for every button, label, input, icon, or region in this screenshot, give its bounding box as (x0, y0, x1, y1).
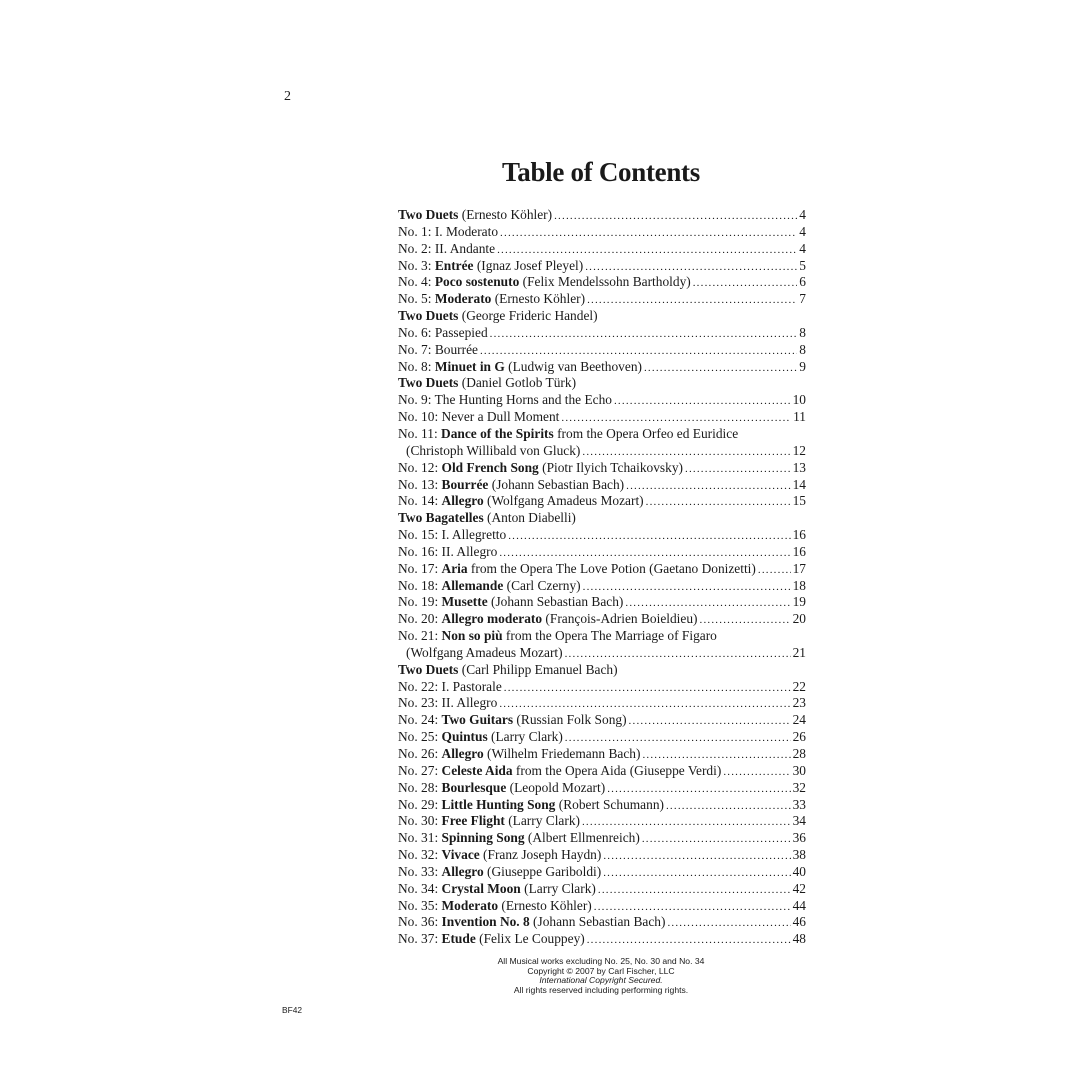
toc-entry-prefix: No. 22: I. Pastorale (398, 678, 502, 694)
toc-entry-title (398, 274, 691, 291)
toc-entry-title (398, 729, 563, 746)
toc-entry (398, 864, 806, 881)
toc-entry-prefix: No. 32: (398, 847, 442, 863)
toc-page-number: 38 (792, 847, 806, 863)
toc-entry (398, 224, 806, 241)
toc-entry-prefix: No. 30: (398, 813, 442, 829)
toc-entry-title (398, 578, 581, 595)
toc-leader-dots (642, 747, 790, 764)
toc-entry-title (398, 359, 642, 376)
toc-page-number: 14 (792, 476, 806, 492)
page-number: 2 (284, 89, 291, 104)
toc-entry-detail: (Leopold Mozart) (506, 779, 606, 795)
toc-entry-detail: from the Opera Aida (Giuseppe Verdi) (512, 762, 722, 778)
toc-entry (398, 308, 806, 325)
toc-entry-prefix: No. 6: Passepied (398, 324, 488, 340)
toc-leader-dots (646, 494, 791, 511)
toc-entry-detail: (Albert Ellmenreich) (524, 830, 640, 846)
toc-entry (398, 931, 806, 948)
toc-entry-prefix: No. 29: (398, 796, 442, 812)
toc-entry (398, 645, 806, 662)
copyright-line: All rights reserved including performing rights. (513, 984, 689, 995)
toc-entry-prefix: No. 16: II. Allegro (398, 543, 498, 559)
toc-page-number: 4 (799, 207, 806, 222)
toc-leader-dots (700, 612, 791, 629)
toc-entry-detail: (Franz Joseph Haydn) (479, 847, 602, 863)
toc-entry-bold-title: Spinning Song (441, 830, 525, 846)
toc-leader-dots (583, 579, 791, 596)
toc-entry-bold-title: Two Duets (398, 375, 459, 391)
toc-entry-prefix: No. 36: (398, 914, 442, 930)
table-of-contents (398, 207, 806, 948)
toc-page-number: 5 (799, 257, 806, 273)
toc-entry-title (398, 830, 640, 847)
toc-entry-prefix: No. 2: II. Andante (398, 240, 496, 256)
toc-entry-title (398, 864, 601, 881)
toc-entry-bold-title: Bourlesque (441, 779, 507, 795)
toc-leader-dots (497, 242, 797, 259)
toc-entry-bold-title: Two Duets (398, 308, 459, 324)
toc-page-number: 40 (792, 863, 806, 879)
toc-leader-dots (594, 899, 791, 916)
toc-entry (398, 679, 806, 696)
toc-entry-title (398, 291, 585, 308)
toc-entry-prefix: No. 7: Bourrée (398, 341, 478, 357)
toc-entry (398, 359, 806, 376)
toc-entry (398, 847, 806, 864)
toc-entry (398, 780, 806, 797)
toc-entry-prefix: No. 35: (398, 897, 442, 913)
toc-entry-bold-title: Two Bagatelles (398, 510, 484, 526)
toc-entry-bold-title: Moderato (434, 291, 492, 307)
toc-entry-title (398, 662, 618, 679)
toc-entry-bold-title: Minuet in G (434, 358, 505, 374)
toc-entry-prefix: (Wolfgang Amadeus Mozart) (406, 644, 563, 660)
toc-entry (398, 898, 806, 915)
toc-page-number: 30 (792, 762, 806, 778)
toc-entry (398, 274, 806, 291)
toc-entry-prefix: No. 21: (398, 628, 442, 644)
toc-leader-dots (499, 545, 790, 562)
toc-page-number: 16 (792, 543, 806, 559)
toc-entry-bold-title: Two Guitars (441, 712, 514, 728)
toc-entry (398, 426, 806, 443)
toc-entry-title (398, 325, 488, 342)
toc-page-number: 19 (792, 594, 806, 610)
toc-entry (398, 695, 806, 712)
toc-page-number: 8 (799, 341, 806, 357)
toc-entry-title (398, 510, 576, 527)
toc-leader-dots (723, 764, 790, 781)
toc-entry (398, 527, 806, 544)
toc-entry-detail: (George Frideric Handel) (458, 308, 598, 324)
toc-entry-bold-title: Poco sostenuto (434, 274, 520, 290)
toc-entry-detail: (Johann Sebastian Bach) (529, 914, 666, 930)
toc-page-number: 23 (792, 695, 806, 711)
toc-entry (398, 746, 806, 763)
toc-entry-detail: (Anton Diabelli) (483, 510, 576, 526)
toc-entry-detail: (Felix Le Couppey) (475, 931, 585, 947)
toc-entry-title (398, 392, 612, 409)
toc-entry (398, 493, 806, 510)
toc-entry (398, 392, 806, 409)
toc-entry (398, 628, 806, 645)
toc-entry-prefix: No. 34: (398, 880, 442, 896)
toc-entry-prefix: No. 31: (398, 830, 442, 846)
toc-entry (398, 443, 806, 460)
toc-entry-title (398, 258, 583, 275)
toc-entry (398, 763, 806, 780)
toc-entry-prefix: No. 37: (398, 931, 442, 947)
toc-leader-dots (508, 528, 790, 545)
toc-entry-title (398, 460, 683, 477)
toc-leader-dots (587, 292, 797, 309)
page-title: Table of Contents (502, 157, 700, 187)
toc-page-number: 4 (799, 240, 806, 256)
toc-entry-title (398, 763, 721, 780)
toc-leader-dots (603, 848, 790, 865)
toc-page-number: 10 (792, 392, 806, 408)
toc-page-number: 11 (793, 409, 806, 425)
toc-entry-detail: (Ernesto Köhler) (458, 207, 553, 222)
toc-leader-dots (582, 444, 790, 461)
toc-entry-detail: (Carl Czerny) (503, 577, 581, 593)
toc-entry-detail: (Wolfgang Amadeus Mozart) (483, 493, 644, 509)
catalog-number: BF42 (282, 1005, 303, 1015)
toc-entry-detail: (Piotr Ilyich Tchaikovsky) (538, 459, 683, 475)
toc-page-number: 15 (792, 493, 806, 509)
toc-entry (398, 258, 806, 275)
toc-entry-detail: (Wilhelm Friedemann Bach) (483, 746, 641, 761)
toc-entry (398, 510, 806, 527)
copyright-notice (0, 957, 1084, 995)
toc-entry-detail: (Carl Philipp Emanuel Bach) (458, 661, 618, 677)
toc-leader-dots (629, 713, 791, 730)
toc-entry-title (398, 679, 502, 696)
toc-entry-title (398, 375, 576, 392)
toc-entry (398, 325, 806, 342)
toc-page-number: 26 (792, 729, 806, 745)
toc-entry (398, 729, 806, 746)
toc-leader-dots (642, 831, 791, 848)
toc-entry-prefix: No. 17: (398, 560, 442, 576)
toc-entry-prefix: No. 24: (398, 712, 442, 728)
toc-entry-prefix: No. 4: (398, 274, 435, 290)
toc-leader-dots (685, 461, 791, 478)
toc-page-number: 16 (792, 527, 806, 543)
toc-entry (398, 291, 806, 308)
toc-leader-dots (626, 478, 790, 495)
toc-entry-detail: (Felix Mendelssohn Bartholdy) (519, 274, 691, 290)
toc-entry-bold-title: Non so più (441, 628, 503, 644)
toc-page-number: 34 (792, 813, 806, 829)
toc-entry-title (398, 695, 497, 712)
toc-entry (398, 207, 806, 224)
toc-leader-dots (585, 259, 797, 276)
toc-leader-dots (582, 814, 791, 831)
toc-entry-title (398, 898, 592, 915)
toc-entry-bold-title: Vivace (441, 847, 480, 863)
toc-entry-bold-title: Crystal Moon (441, 880, 521, 896)
toc-page-number: 21 (792, 644, 806, 660)
toc-entry-bold-title: Allegro (441, 863, 484, 879)
toc-page-number: 8 (799, 324, 806, 340)
toc-page-number: 18 (792, 577, 806, 593)
toc-page-number: 24 (792, 712, 806, 728)
toc-entry-bold-title: Musette (441, 594, 488, 610)
toc-entry-bold-title: Two Duets (398, 661, 459, 677)
toc-page-number: 12 (792, 442, 806, 458)
toc-entry-bold-title: Free Flight (441, 813, 505, 829)
toc-entry-prefix: No. 19: (398, 594, 442, 610)
copyright-line: All Musical works excluding No. 25, No. 30 and No. 34 (497, 956, 705, 966)
toc-leader-dots (666, 798, 791, 815)
toc-entry-prefix: No. 26: (398, 746, 442, 761)
toc-page-number: 28 (792, 746, 806, 761)
toc-entry-detail: (François-Adrien Boieldieu) (542, 611, 698, 627)
toc-page-number: 7 (799, 291, 806, 307)
toc-entry-bold-title: Little Hunting Song (441, 796, 556, 812)
toc-page-number: 48 (792, 931, 806, 947)
toc-entry (398, 594, 806, 611)
toc-entry-detail: (Russian Folk Song) (513, 712, 627, 728)
toc-entry-detail: (Ludwig van Beethoven) (504, 358, 642, 374)
toc-leader-dots (554, 208, 797, 225)
toc-entry-prefix: No. 13: (398, 476, 442, 492)
toc-entry-bold-title: Celeste Aida (441, 762, 513, 778)
toc-entry (398, 375, 806, 392)
toc-entry-title (398, 224, 498, 241)
toc-page-number: 33 (792, 796, 806, 812)
toc-leader-dots (480, 343, 797, 360)
toc-entry-prefix: No. 18: (398, 577, 442, 593)
toc-entry-detail: (Ignaz Josef Pleyel) (473, 257, 584, 273)
toc-entry-prefix: No. 14: (398, 493, 442, 509)
toc-entry-prefix: No. 15: I. Allegretto (398, 527, 507, 543)
toc-entry-prefix: No. 9: The Hunting Horns and the Echo (398, 392, 612, 408)
toc-entry (398, 662, 806, 679)
toc-page-number: 32 (792, 779, 806, 795)
toc-entry-title (398, 561, 756, 578)
toc-page-number: 46 (792, 914, 806, 930)
toc-entry-title (398, 409, 559, 426)
toc-entry-detail: (Ernesto Köhler) (491, 291, 586, 307)
toc-entry-detail: (Giuseppe Gariboldi) (483, 863, 602, 879)
toc-entry-bold-title: Invention No. 8 (441, 914, 530, 930)
toc-entry-prefix: No. 3: (398, 257, 435, 273)
toc-page-number: 20 (792, 611, 806, 627)
toc-entry (398, 477, 806, 494)
toc-leader-dots (644, 360, 797, 377)
toc-entry-detail: (Johann Sebastian Bach) (488, 476, 625, 492)
copyright-line: International Copyright Secured. (539, 975, 663, 986)
toc-entry-bold-title: Quintus (441, 729, 488, 745)
toc-entry-prefix: No. 25: (398, 729, 442, 745)
toc-entry-title (398, 342, 478, 359)
toc-entry-title (406, 645, 563, 662)
toc-leader-dots (499, 696, 790, 713)
toc-leader-dots (504, 680, 791, 697)
toc-entry-title (398, 611, 698, 628)
toc-entry-title (398, 931, 585, 948)
toc-entry-title (398, 797, 664, 814)
toc-entry-title (398, 477, 624, 494)
toc-leader-dots (565, 730, 791, 747)
toc-entry-detail: (Ernesto Köhler) (498, 897, 592, 913)
toc-entry-detail: (Robert Schumann) (555, 796, 664, 812)
toc-page-number: 9 (799, 358, 806, 374)
toc-entry (398, 561, 806, 578)
toc-entry-bold-title: Allemande (441, 577, 504, 593)
toc-entry-title (398, 308, 598, 325)
toc-entry-title (398, 628, 717, 645)
toc-entry-bold-title: Old French Song (441, 459, 539, 475)
toc-leader-dots (614, 393, 791, 410)
toc-leader-dots (561, 410, 791, 427)
toc-entry-prefix: No. 1: I. Moderato (398, 223, 499, 239)
toc-entry (398, 797, 806, 814)
toc-leader-dots (758, 562, 791, 579)
toc-page-number: 6 (799, 274, 806, 290)
toc-page-number: 42 (792, 880, 806, 896)
toc-leader-dots (607, 781, 790, 798)
toc-entry-title (398, 544, 497, 561)
toc-entry-detail: (Larry Clark) (487, 729, 563, 745)
toc-entry-title (398, 746, 640, 763)
toc-entry-bold-title: Allegro (441, 493, 484, 509)
toc-entry-title (398, 527, 506, 544)
toc-entry (398, 578, 806, 595)
toc-entry-prefix: No. 20: (398, 611, 442, 627)
toc-entry-bold-title: Aria (441, 560, 468, 576)
toc-entry-title (398, 914, 665, 931)
toc-entry-title (398, 493, 644, 510)
toc-entry-title (398, 813, 580, 830)
toc-entry-prefix: No. 11: (398, 425, 442, 441)
copyright-line: Copyright © 2007 by Carl Fischer, LLC (527, 965, 675, 976)
toc-entry-title (398, 847, 601, 864)
toc-entry-detail: (Daniel Gotlob Türk) (458, 375, 577, 391)
toc-leader-dots (667, 915, 790, 932)
toc-entry-detail: from the Opera Orfeo ed Euridice (553, 425, 739, 441)
toc-page-number: 4 (799, 223, 806, 239)
toc-page-number: 36 (792, 830, 806, 846)
toc-entry-title (398, 712, 627, 729)
toc-entry-bold-title: Allegro moderato (441, 611, 543, 627)
toc-entry (398, 813, 806, 830)
toc-entry (398, 342, 806, 359)
toc-entry (398, 830, 806, 847)
toc-entry-detail: (Larry Clark) (520, 880, 596, 896)
toc-entry-detail: (Larry Clark) (504, 813, 580, 829)
toc-entry (398, 241, 806, 258)
toc-entry (398, 611, 806, 628)
toc-entry-prefix: No. 8: (398, 358, 435, 374)
toc-leader-dots (490, 326, 798, 343)
toc-entry-title (398, 594, 623, 611)
toc-entry-title (398, 426, 738, 443)
toc-leader-dots (625, 595, 790, 612)
toc-leader-dots (587, 932, 791, 949)
toc-leader-dots (565, 646, 791, 663)
toc-entry-title (406, 443, 580, 460)
toc-leader-dots (500, 225, 797, 242)
toc-entry-detail: from the Opera The Marriage of Figaro (502, 628, 717, 644)
toc-entry-prefix: No. 27: (398, 762, 442, 778)
toc-entry-prefix: No. 28: (398, 779, 442, 795)
toc-entry-title (398, 241, 495, 258)
toc-entry-title (398, 881, 596, 898)
toc-entry-title (398, 207, 552, 224)
toc-entry-prefix: No. 23: II. Allegro (398, 695, 498, 711)
toc-entry-prefix: No. 5: (398, 291, 435, 307)
toc-entry-bold-title: Moderato (441, 897, 499, 913)
toc-entry-title (398, 780, 605, 797)
toc-leader-dots (603, 865, 790, 882)
toc-entry-detail: (Johann Sebastian Bach) (487, 594, 624, 610)
toc-entry (398, 460, 806, 477)
toc-entry-prefix: No. 33: (398, 863, 442, 879)
toc-page-number: 17 (792, 560, 806, 576)
toc-entry-prefix: No. 12: (398, 459, 442, 475)
toc-entry-bold-title: Etude (441, 931, 476, 947)
toc-entry (398, 914, 806, 931)
toc-entry-bold-title: Bourrée (441, 476, 489, 492)
toc-entry (398, 712, 806, 729)
toc-entry (398, 881, 806, 898)
toc-entry-bold-title: Two Duets (398, 207, 459, 222)
toc-entry-bold-title: Dance of the Spirits (441, 425, 554, 441)
toc-leader-dots (693, 275, 798, 292)
toc-entry-bold-title: Allegro (441, 746, 484, 761)
toc-page-number: 13 (792, 459, 806, 475)
toc-entry-bold-title: Entrée (434, 257, 474, 273)
toc-entry-detail: from the Opera The Love Potion (Gaetano Donizetti) (467, 560, 756, 576)
toc-page-number: 22 (792, 678, 806, 694)
toc-entry-prefix: No. 10: Never a Dull Moment (398, 409, 560, 425)
toc-leader-dots (598, 882, 791, 899)
toc-page-number: 44 (792, 897, 806, 913)
toc-entry (398, 409, 806, 426)
toc-entry (398, 544, 806, 561)
toc-entry-prefix: (Christoph Willibald von Gluck) (406, 442, 581, 458)
